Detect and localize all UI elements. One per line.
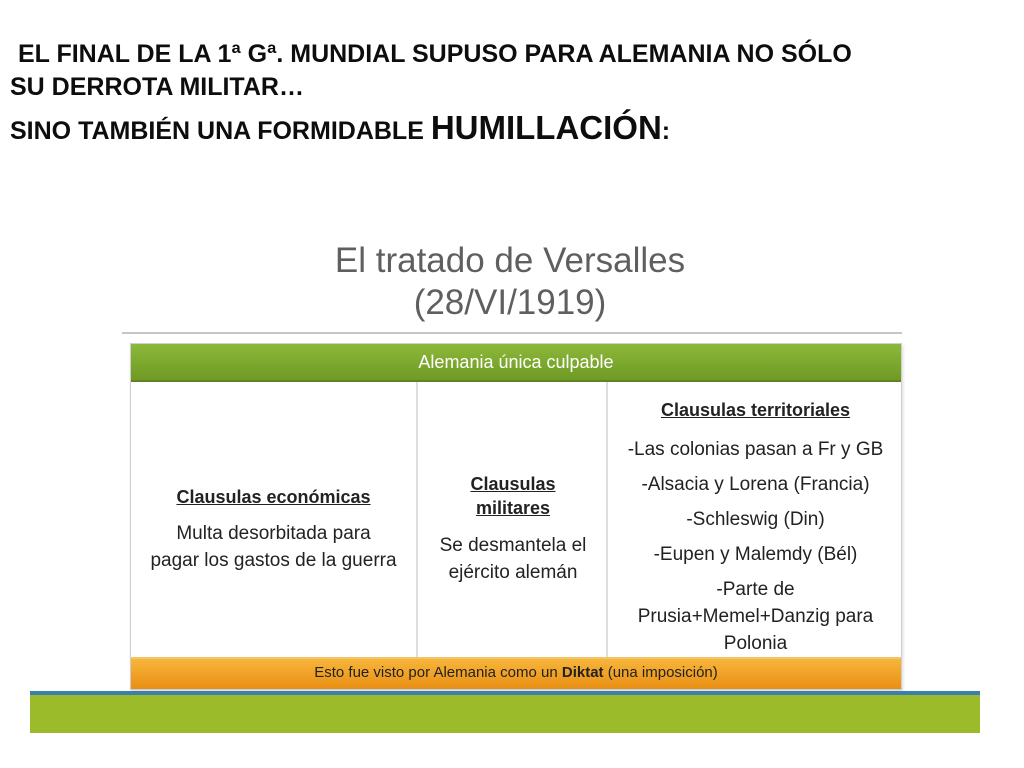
clauses-table <box>130 343 902 690</box>
military-clauses-heading <box>420 472 606 520</box>
territorial-clauses-heading: Clausulas territoriales <box>660 400 851 420</box>
military-body-line-1: Se desmantela el <box>439 535 587 556</box>
treaty-figure <box>120 240 910 695</box>
territorial-item: -Las colonias pasan a Fr y GB <box>627 439 884 460</box>
economic-body-line-2: pagar los gastos de la guerra <box>150 550 397 571</box>
headline-line-3-prefix: SINO TAMBIÉN UNA FORMIDABLE <box>10 117 431 145</box>
military-clauses-column <box>420 382 608 657</box>
military-heading-line-1: Clausulas <box>470 474 556 494</box>
headline-emphasis: HUMILLACIÓN <box>430 109 662 146</box>
territorial-clauses-list <box>610 432 901 657</box>
headline-line-3 <box>10 108 1010 151</box>
territorial-last-line-1: -Parte de <box>716 579 795 600</box>
territorial-item: -Schleswig (Din) <box>686 509 825 530</box>
military-heading-line-2: militares <box>475 498 551 518</box>
military-body-line-2: ejército alemán <box>448 562 578 583</box>
territorial-clauses-column <box>610 382 901 657</box>
territorial-item: -Alsacia y Lorena (Francia) <box>641 474 870 495</box>
economic-body-line-1: Multa desorbitada para <box>176 523 371 544</box>
headline-line-3-suffix: : <box>661 117 671 145</box>
military-clauses-body <box>420 532 606 586</box>
guilt-banner: Alemania única culpable <box>131 344 901 382</box>
diktat-footer-suffix: (una imposición) <box>603 664 718 681</box>
figure-title <box>120 240 900 324</box>
title-divider <box>122 332 902 334</box>
territorial-last-line-3: Polonia <box>723 633 788 654</box>
headline-line-1: EL FINAL DE LA 1ª Gª. MUNDIAL SUPUSO PARA ALEMANIA NO SÓLO <box>18 40 852 68</box>
economic-clauses-column <box>131 382 418 657</box>
diktat-emphasis: Diktat <box>561 664 604 681</box>
territorial-item-last <box>610 576 901 657</box>
territorial-item: -Eupen y Malemdy (Bél) <box>653 544 858 565</box>
slide-footer-bar <box>30 695 980 733</box>
territorial-last-line-2: Prusia+Memel+Danzig para <box>637 606 874 627</box>
figure-title-line-1: El tratado de Versalles <box>334 241 686 280</box>
diktat-footer-prefix: Esto fue visto por Alemania como un <box>314 664 562 681</box>
diktat-footer <box>131 657 901 689</box>
slide-headline <box>10 38 1010 151</box>
figure-title-line-2: (28/VI/1919) <box>413 283 607 322</box>
economic-clauses-heading: Clausulas económicas <box>176 487 371 507</box>
economic-clauses-body <box>131 520 416 574</box>
headline-line-2: SU DERROTA MILITAR… <box>10 73 304 101</box>
